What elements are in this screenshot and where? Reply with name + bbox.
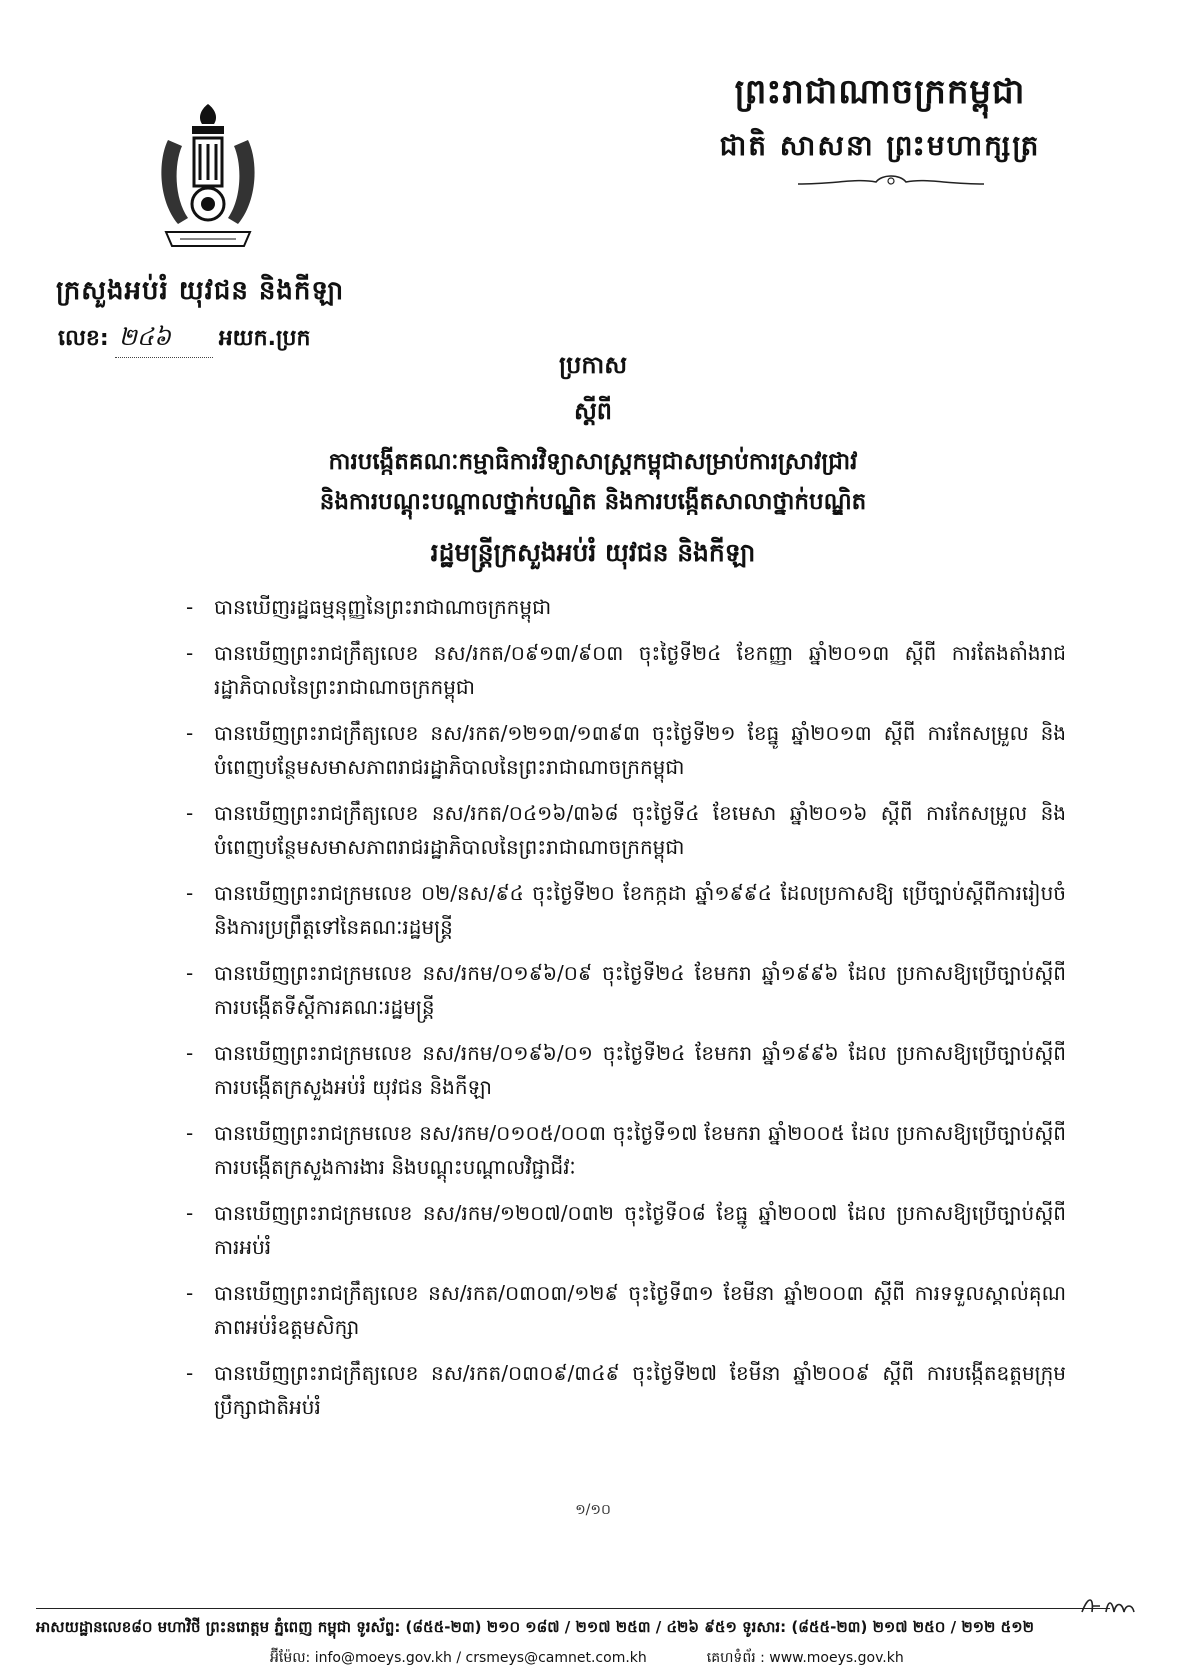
list-item: - បានឃើញព្រះរាជក្រមលេខ នស/រកម/០១៩៦/០៩ ចុះថ្ងៃទី២៤ ខែមករា ឆ្នាំ១៩៩៦ ដែល ប្រកាសឱ្យប្រើច្បាប់ស្តីពីការបង្កើតទីស្តីការគណៈរដ្ឋមន្ត្រី	[186, 961, 1066, 1019]
document-about: ស្តីពី	[573, 397, 613, 425]
ministry-emblem-icon	[148, 100, 268, 260]
subject-line: និងការបណ្តុះបណ្តាលថ្នាក់បណ្ឌិត និងការបង្កើតសាលាថ្នាក់បណ្ឌិត	[319, 489, 867, 515]
footer-website: គេហទំព័រ : www.moeys.gov.kh	[706, 1650, 904, 1666]
page-number: ១/១០	[575, 1502, 611, 1518]
kingdom-title: ព្រះរាជាណាចក្រកម្ពុជា	[734, 72, 1026, 112]
list-item: - បានឃើញរដ្ឋធម្មនុញ្ញនៃព្រះរាជាណាចក្រកម្ពុជា	[186, 595, 552, 619]
list-item: - បានឃើញព្រះរាជក្រមលេខ នស/រកម/១២០៧/០៣២ ចុះថ្ងៃទី០៨ ខែធ្នូ ឆ្នាំ២០០៧ ដែល ប្រកាសឱ្យប្រើច្បាប់ស្តីពីការអប់រំ	[186, 1201, 1066, 1259]
issuing-authority: រដ្ឋមន្ត្រីក្រសួងអប់រំ យុវជន និងកីឡា	[430, 538, 756, 567]
kingdom-motto: ជាតិ សាសនា ព្រះមហាក្សត្រ	[719, 129, 1041, 162]
signature-initials-icon	[1078, 1592, 1148, 1618]
list-item: - បានឃើញព្រះរាជក្រមលេខ នស/រកម/០១៩៦/០១ ចុះថ្ងៃទី២៤ ខែមករា ឆ្នាំ១៩៩៦ ដែល ប្រកាសឱ្យប្រើច្បាប់ស្តីពីការបង្កើតក្រសួងអប់រំ យុវជន និងកីឡា	[186, 1041, 1066, 1099]
ref-label: លេខ:	[58, 326, 109, 351]
footer-address: អាសយដ្ឋានលេខ៨០ មហាវិថី ព្រះនរោត្តម ភ្នំពេញ កម្ពុជា ទូរស័ព្ទ: (៨៥៥-២៣) ២១០ ១៨៧ / ២១៧ ២៥៣ / ៤២៦ ៩៥១ ទូរសារ: (៨៥៥-២៣) ២១៧ ២៥០ / ២១២ ៥១២	[36, 1618, 1034, 1636]
footer-divider	[36, 1608, 1110, 1609]
subject-line: ការបង្កើតគណៈកម្មាធិការវិទ្យាសាស្ត្រកម្ពុជាសម្រាប់ការស្រាវជ្រាវ	[328, 449, 858, 475]
footer-email: អ៊ីម៉ែល: info@moeys.gov.kh / crsmeys@camnet.com.kh	[270, 1650, 647, 1666]
list-item: - បានឃើញព្រះរាជក្រឹត្យលេខ នស/រកត/០៤១៦/៣៦៨ ចុះថ្ងៃទី៤ ខែមេសា ឆ្នាំ២០១៦ ស្តីពី ការកែសម្រួល និងបំពេញបន្ថែមសមាសភាពរាជរដ្ឋាភិបាលនៃព្រះរាជាណាចក្រកម្ពុជា	[186, 801, 1066, 859]
footer-contact	[270, 1648, 904, 1669]
legal-references-list	[186, 590, 1066, 1436]
ministry-name: ក្រសួងអប់រំ យុវជន និងកីឡា	[56, 276, 345, 306]
flourish-ornament-icon	[796, 170, 986, 194]
list-item: - បានឃើញព្រះរាជក្រឹត្យលេខ នស/រកត/០៣០៩/៣៤៩ ចុះថ្ងៃទី២៧ ខែមីនា ឆ្នាំ២០០៩ ស្តីពី ការបង្កើតឧត្តមក្រុមប្រឹក្សាជាតិអប់រំ	[186, 1361, 1066, 1419]
list-item: - បានឃើញព្រះរាជក្រឹត្យលេខ នស/រកត/០៩១៣/៩០៣ ចុះថ្ងៃទី២៤ ខែកញ្ញា ឆ្នាំ២០១៣ ស្តីពី ការតែងតាំងរាជរដ្ឋាភិបាលនៃព្រះរាជាណាចក្រកម្ពុជា	[186, 641, 1066, 699]
document-subject	[0, 442, 1186, 522]
list-item: - បានឃើញព្រះរាជក្រមលេខ នស/រកម/០១០៥/០០៣ ចុះថ្ងៃទី១៧ ខែមករា ឆ្នាំ២០០៥ ដែល ប្រកាសឱ្យប្រើច្បាប់ស្តីពីការបង្កើតក្រសួងការងារ និងបណ្តុះបណ្តាលវិជ្ជាជីវៈ	[186, 1121, 1066, 1179]
ref-suffix: អយក.ប្រក	[218, 326, 311, 351]
list-item: - បានឃើញព្រះរាជក្រឹត្យលេខ នស/រកត/០៣០៣/១២៩ ចុះថ្ងៃទី៣១ ខែមីនា ឆ្នាំ២០០៣ ស្តីពី ការទទួលស្គាល់គុណភាពអប់រំឧត្តមសិក្សា	[186, 1281, 1066, 1339]
list-item: - បានឃើញព្រះរាជក្រឹត្យលេខ នស/រកត/១២១៣/១៣៩៣ ចុះថ្ងៃទី២១ ខែធ្នូ ឆ្នាំ២០១៣ ស្តីពី ការកែសម្រួល និងបំពេញបន្ថែមសមាសភាពរាជរដ្ឋាភិបាលនៃព្រះរាជាណាចក្រកម្ពុជា	[186, 721, 1066, 779]
ref-number: ២៤៦	[115, 322, 213, 358]
document-type: ប្រកាស	[558, 351, 628, 379]
list-item: - បានឃើញព្រះរាជក្រមលេខ ០២/នស/៩៤ ចុះថ្ងៃទី២០ ខែកក្កដា ឆ្នាំ១៩៩៤ ដែលប្រកាសឱ្យ ប្រើច្បាប់ស្តីពីការរៀបចំនិងការប្រព្រឹត្តទៅនៃគណៈរដ្ឋមន្ត្រី	[186, 881, 1066, 939]
